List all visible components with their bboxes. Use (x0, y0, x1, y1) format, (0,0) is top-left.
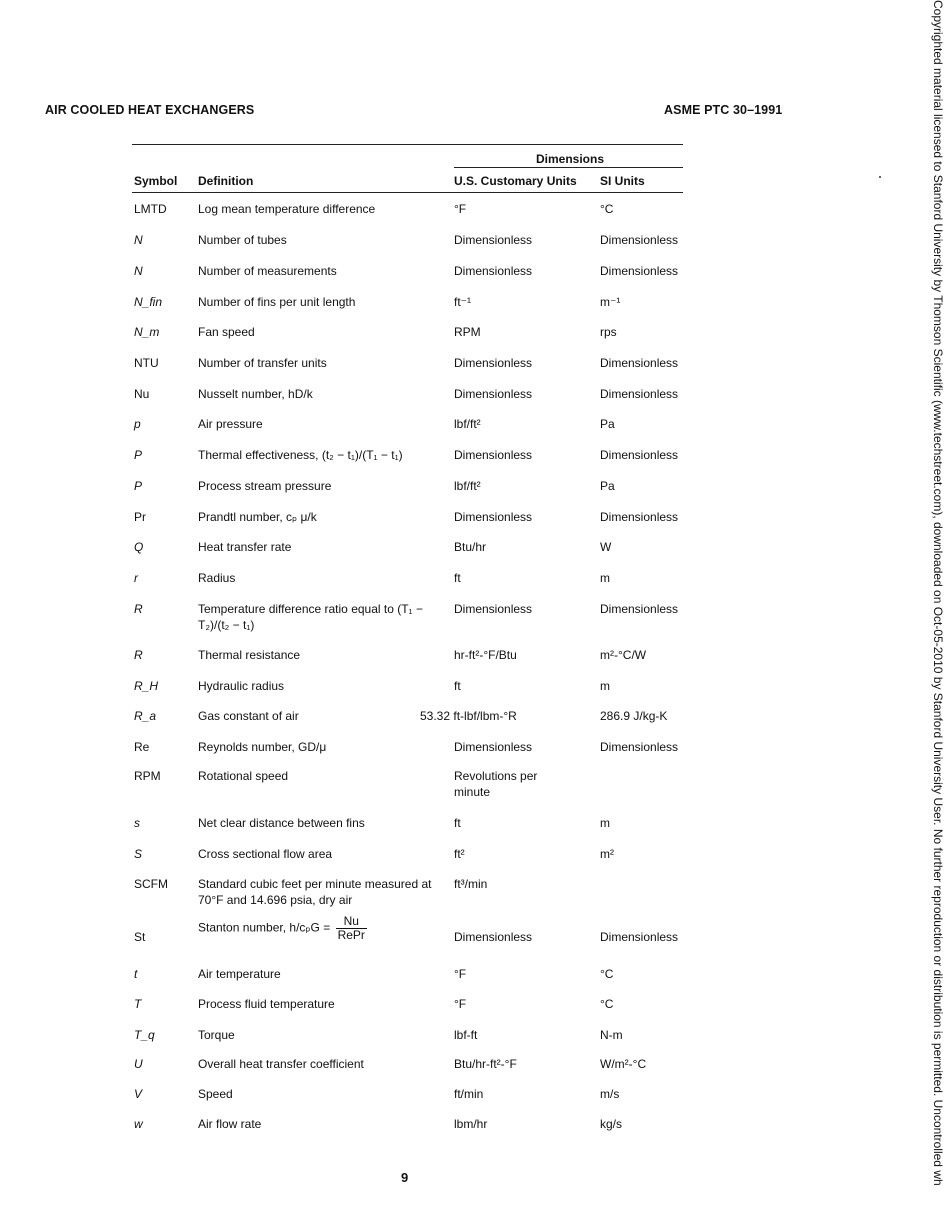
si-unit-cell: N-m (600, 1028, 623, 1042)
definition-cell: Thermal resistance (198, 648, 301, 662)
si-unit-cell: W (600, 540, 612, 554)
si-unit-cell: Dimensionless (600, 602, 679, 616)
us-unit-cell: ft (454, 571, 461, 585)
si-unit-cell: m⁻¹ (600, 295, 621, 309)
us-unit-cell: Dimensionless (454, 510, 533, 524)
definition-cell: Temperature difference ratio equal to (T₁ − T₂)/(t₂ − t₁) (198, 602, 423, 632)
definition-cell: Gas constant of air (198, 709, 299, 723)
definition-cell: Number of fins per unit length (198, 295, 356, 309)
symbol-cell: P (134, 448, 143, 462)
si-unit-cell: m (600, 571, 610, 585)
si-unit-cell: °C (600, 997, 614, 1011)
us-unit-cell: ft⁻¹ (454, 295, 471, 309)
definition-cell: Torque (198, 1028, 235, 1042)
definition-cell: Number of transfer units (198, 356, 327, 370)
us-unit-cell: Dimensionless (454, 387, 533, 401)
symbol-cell: SCFM (134, 877, 168, 891)
symbol-cell: NTU (134, 356, 159, 370)
definition-cell: Number of measurements (198, 264, 337, 278)
column-header-definition: Definition (198, 174, 254, 188)
symbol-cell: R (134, 602, 143, 616)
fraction-numerator: Nu (336, 915, 367, 929)
definition-cell: Heat transfer rate (198, 540, 292, 554)
symbol-cell: U (134, 1057, 143, 1071)
symbol-cell: t (134, 967, 138, 981)
stanton-label: Stanton number, h/cₚG = (198, 920, 331, 935)
definition-cell: Speed (198, 1087, 233, 1101)
si-unit-cell: m (600, 679, 610, 693)
us-unit-cell: Dimensionless (454, 602, 533, 616)
us-unit-cell: 53.32 ft-lbf/lbm-°R (420, 709, 517, 723)
definition-cell: Nusselt number, hD/k (198, 387, 313, 401)
us-unit-cell: ft (454, 816, 461, 830)
us-unit-cell: Dimensionless (454, 740, 533, 754)
definition-cell: Net clear distance between fins (198, 816, 365, 830)
us-unit-cell: lbm/hr (454, 1117, 488, 1131)
symbol-cell: N_m (134, 325, 160, 339)
us-unit-cell: Dimensionless (454, 233, 533, 247)
definition-cell: Overall heat transfer coefficient (198, 1057, 364, 1071)
us-unit-cell: °F (454, 967, 467, 981)
si-unit-cell: Pa (600, 479, 615, 493)
definition-cell: Rotational speed (198, 769, 289, 783)
us-unit-cell: Dimensionless (454, 930, 533, 944)
definition-cell: Number of tubes (198, 233, 287, 247)
symbol-cell: St (134, 930, 146, 944)
stanton-fraction (336, 915, 367, 942)
definition-cell: Air flow rate (198, 1117, 262, 1131)
si-unit-cell: W/m²-°C (600, 1057, 647, 1071)
definition-cell: Cross sectional flow area (198, 847, 333, 861)
symbol-cell: V (134, 1087, 143, 1101)
definition-cell: Air temperature (198, 967, 281, 981)
symbol-cell: R_H (134, 679, 159, 693)
symbol-cell: Q (134, 540, 144, 554)
table-top-rule (132, 144, 683, 145)
symbol-cell: w (134, 1117, 143, 1131)
definition-cell: Process stream pressure (198, 479, 332, 493)
definition-cell: Standard cubic feet per minute measured at 70°F and 14.696 psia, dry air (198, 877, 432, 907)
definition-cell: Reynolds number, GD/μ (198, 740, 327, 754)
us-unit-cell: lbf/ft² (454, 479, 481, 493)
si-unit-cell: m (600, 816, 610, 830)
si-unit-cell: Pa (600, 417, 615, 431)
us-unit-cell: ft/min (454, 1087, 484, 1101)
si-unit-cell: 286.9 J/kg-K (600, 709, 668, 723)
dimensions-group-header: Dimensions (536, 152, 605, 166)
column-header-symbol: Symbol (134, 174, 178, 188)
us-unit-cell: lbf-ft (454, 1028, 478, 1042)
definition-cell: Thermal effectiveness, (t₂ − t₁)/(T₁ − t₁) (198, 448, 403, 462)
definition-cell (198, 915, 448, 942)
symbol-cell: N (134, 233, 143, 247)
running-header-title: AIR COOLED HEAT EXCHANGERS (45, 103, 255, 117)
si-unit-cell: Dimensionless (600, 510, 679, 524)
symbol-cell: R_a (134, 709, 157, 723)
symbol-cell: r (134, 571, 138, 585)
si-unit-cell: °C (600, 967, 614, 981)
column-header-us-units: U.S. Customary Units (454, 174, 577, 188)
si-unit-cell: Dimensionless (600, 930, 679, 944)
us-unit-cell: ft² (454, 847, 465, 861)
us-unit-cell: lbf/ft² (454, 417, 481, 431)
si-unit-cell: Dimensionless (600, 233, 679, 247)
definition-cell: Hydraulic radius (198, 679, 285, 693)
si-unit-cell: m/s (600, 1087, 620, 1101)
definition-cell: Radius (198, 571, 236, 585)
symbol-cell: N_fin (134, 295, 163, 309)
symbol-cell: Pr (134, 510, 146, 524)
us-unit-cell: Btu/hr-ft²-°F (454, 1057, 517, 1071)
symbol-cell: T (134, 997, 142, 1011)
symbol-cell: p (134, 417, 141, 431)
us-unit-cell: RPM (454, 325, 481, 339)
symbol-cell: Re (134, 740, 150, 754)
symbol-cell: R (134, 648, 143, 662)
si-unit-cell: Dimensionless (600, 740, 679, 754)
us-unit-cell: hr-ft²-°F/Btu (454, 648, 517, 662)
copyright-sidebar (926, 0, 950, 1220)
column-header-si-units: SI Units (600, 174, 645, 188)
fraction-denominator: RePr (337, 928, 365, 942)
dimensions-rule (454, 167, 683, 168)
header-bottom-rule (132, 192, 683, 193)
us-unit-cell: Dimensionless (454, 264, 533, 278)
us-unit-cell: Dimensionless (454, 356, 533, 370)
definition-cell: Air pressure (198, 417, 263, 431)
si-unit-cell: °C (600, 202, 614, 216)
copyright-notice: Copyrighted material licensed to Stanford University by Thomson Scientific (www.techstreet.com), downloaded on Oct-05-2010 by Stanford University User. No further reproduction or distribution is permitted. Uncontrolled wh (931, 0, 945, 1186)
symbol-cell: Nu (134, 387, 150, 401)
us-unit-cell: ft (454, 679, 461, 693)
si-unit-cell: rps (600, 325, 617, 339)
si-unit-cell: Dimensionless (600, 387, 679, 401)
symbol-cell: LMTD (134, 202, 167, 216)
definition-cell: Prandtl number, cₚ μ/k (198, 510, 317, 524)
definition-cell: Process fluid temperature (198, 997, 335, 1011)
si-unit-cell: m²-°C/W (600, 648, 647, 662)
scan-speck (879, 176, 881, 178)
us-unit-cell: Btu/hr (454, 540, 487, 554)
running-header-standard: ASME PTC 30–1991 (664, 103, 783, 117)
symbol-cell: S (134, 847, 143, 861)
symbol-cell: RPM (134, 769, 161, 783)
si-unit-cell: kg/s (600, 1117, 623, 1131)
us-unit-cell: °F (454, 202, 467, 216)
us-unit-cell: ft³/min (454, 877, 488, 891)
si-unit-cell: m² (600, 847, 614, 861)
symbol-cell: P (134, 479, 143, 493)
us-unit-cell: Dimensionless (454, 448, 533, 462)
si-unit-cell: Dimensionless (600, 264, 679, 278)
si-unit-cell: Dimensionless (600, 448, 679, 462)
si-unit-cell: Dimensionless (600, 356, 679, 370)
us-unit-cell: °F (454, 997, 467, 1011)
symbol-cell: T_q (134, 1028, 155, 1042)
definition-cell: Log mean temperature difference (198, 202, 376, 216)
symbol-cell: s (134, 816, 140, 830)
page-number: 9 (401, 1170, 409, 1185)
symbol-cell: N (134, 264, 143, 278)
definition-cell: Fan speed (198, 325, 255, 339)
us-unit-cell: Revolutions per minute (454, 769, 538, 799)
